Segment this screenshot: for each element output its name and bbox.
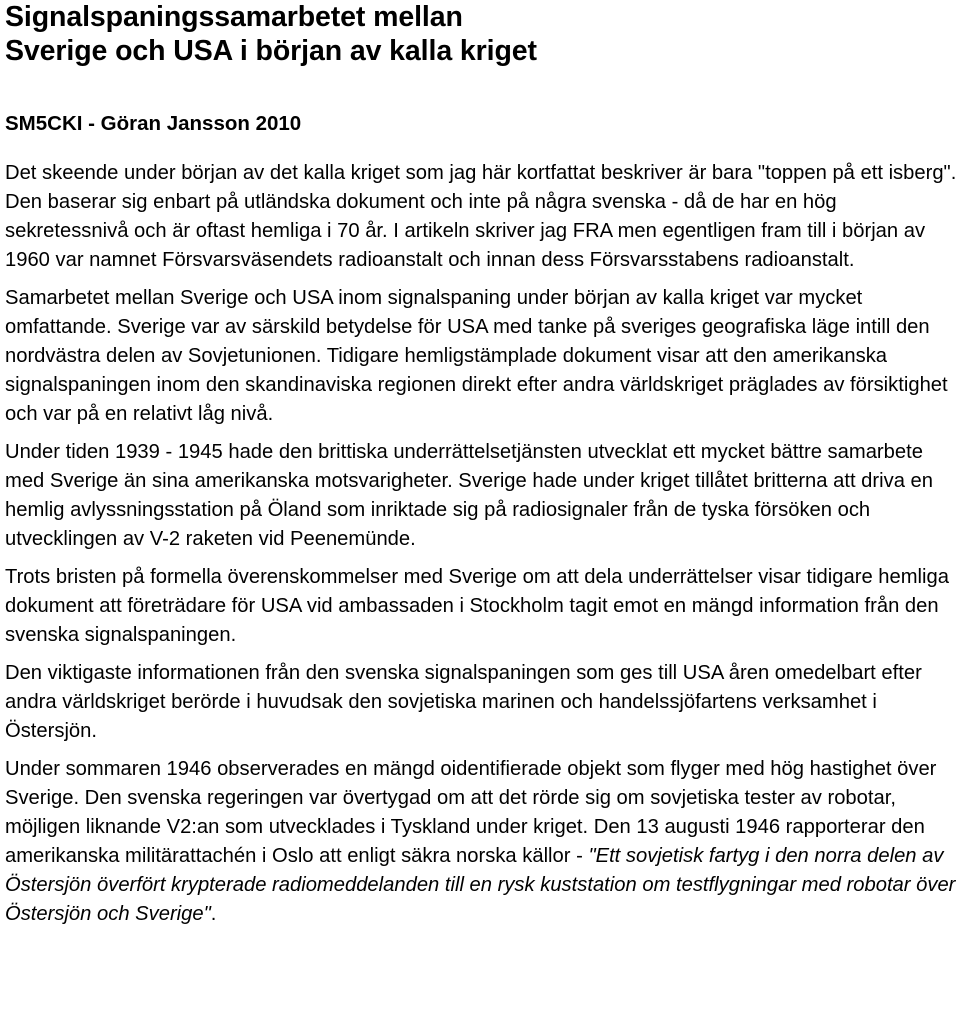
paragraph-2: Samarbetet mellan Sverige och USA inom signalspaning under början av kalla kriget var mycket omfattande. Sverige var av särskild betydelse för USA med tanke på sveriges geografiska läge intill den nordvästra delen av Sovjetunionen. Tidigare hemligstämplade dokument visar att den amerikanska signalspaningen inom den skandinaviska regionen direkt efter andra världskriget präglades av försiktighet och var på en relativt låg nivå. — [5, 287, 948, 425]
paragraph-6-text: Under sommaren 1946 observerades en mängd oidentifierade objekt som flyger med hög hastighet över Sverige. Den svenska regeringen var övertygad om att det rörde sig om sovjetiska tester av robotar, möjligen liknande V2:an som utvecklades i Tyskland under kriget. Den 13 augusti 1946 rapporterar den amerikanska militärattachén i Oslo att enligt säkra norska källor - — [5, 758, 937, 867]
paragraph-3: Under tiden 1939 - 1945 hade den brittiska underrättelsetjänsten utvecklat ett mycket bättre samarbete med Sverige än sina amerikanska motsvarigheter. Sverige hade under kriget tillåtet britterna att driva en hemlig avlyssningsstation på Öland som inriktade sig på radiosignaler från de tyska försöken och utvecklingen av V-2 raketen vid Peenemünde. — [5, 441, 933, 550]
paragraph-6-end: . — [210, 903, 217, 925]
title-line-2: Sverige och USA i början av kalla kriget — [5, 35, 537, 67]
page-title — [5, 0, 960, 68]
paragraph-4: Trots bristen på formella överenskommelser med Sverige om att dela underrättelser visar tidigare hemliga dokument att företrädare för USA vid ambassaden i Stockholm tagit emot en mängd information från den svenska signalspaningen. — [5, 566, 949, 646]
paragraph-6 — [5, 755, 960, 929]
paragraph-5: Den viktigaste informationen från den svenska signalspaningen som ges till USA åren omedelbart efter andra världskriget berörde i huvudsak den sovjetiska marinen och handelssjöfartens verksamhet i Östersjön. — [5, 662, 922, 742]
article-body — [5, 159, 960, 929]
author-line: SM5CKI - Göran Jansson 2010 — [5, 112, 302, 135]
title-line-1: Signalspaningssamarbetet mellan — [5, 1, 463, 33]
telegram-quote: "Ett sovjetisk fartyg i den norra delen av Östersjön överfört krypterade radiomeddelanden till en rysk kuststation om testflygningar med robotar över Östersjön och Sverige" — [5, 845, 956, 925]
paragraph-1: Det skeende under början av det kalla kriget som jag här kortfattat beskriver är bara "toppen på ett isberg". Den baserar sig enbart på utländska dokument och inte på några svenska - då de har en hög sekretessnivå och är oftast hemliga i 70 år. I artikeln skriver jag FRA men egentligen fram till i början av 1960 var namnet Försvarsväsendets radioanstalt och innan dess Försvarsstabens radioanstalt. — [5, 162, 957, 271]
